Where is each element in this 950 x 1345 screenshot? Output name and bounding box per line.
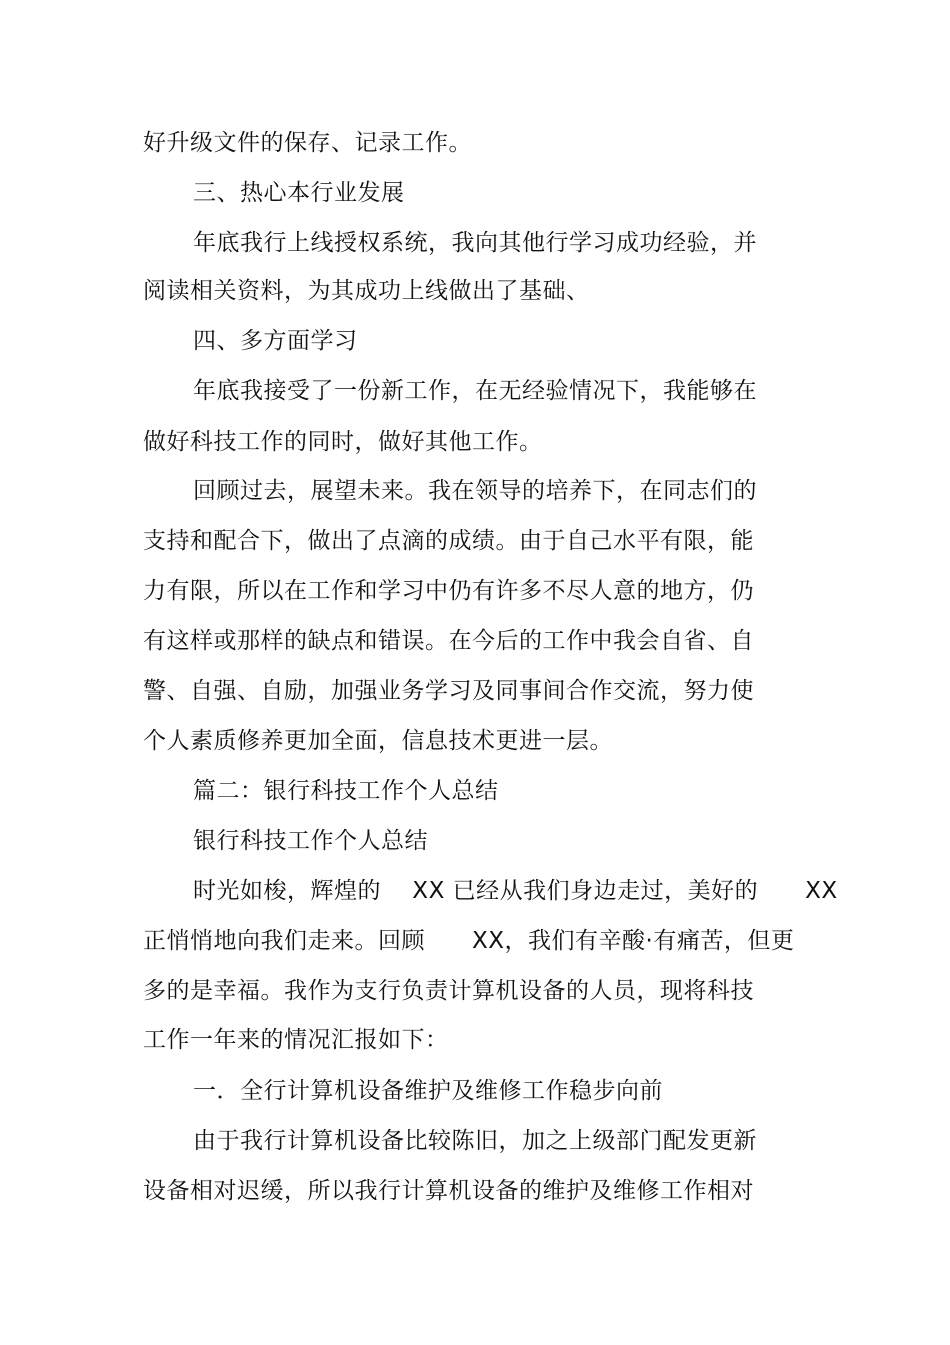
- text-line: 支持和配合下，做出了点滴的成绩。由于自己水平有限，能: [143, 528, 754, 554]
- article-subtitle: 银行科技工作个人总结: [193, 828, 428, 854]
- text-line: 阅读相关资料，为其成功上线做出了基础、: [143, 278, 590, 304]
- text-line: 正悄悄地向我们走来。回顾 XX，我们有辛酸·有痛苦，但更: [143, 928, 795, 954]
- text-line: 力有限，所以在工作和学习中仍有许多不尽人意的地方，仍: [143, 578, 754, 604]
- article-title: 篇二：银行科技工作个人总结: [193, 778, 499, 804]
- text-line: 回顾过去，展望未来。我在领导的培养下，在同志们的: [193, 478, 757, 504]
- text-line: 由于我行计算机设备比较陈旧，加之上级部门配发更新: [193, 1128, 757, 1154]
- text-line: 警、自强、自励，加强业务学习及同事间合作交流，努力使: [143, 678, 754, 704]
- text-line: 年底我接受了一份新工作，在无经验情况下，我能够在: [193, 378, 757, 404]
- text-line: 好升级文件的保存、记录工作。: [143, 130, 472, 156]
- text-line: 有这样或那样的缺点和错误。在今后的工作中我会自省、自: [143, 628, 754, 654]
- text-line: 做好科技工作的同时，做好其他工作。: [143, 429, 543, 455]
- text-line: 时光如梭，辉煌的 XX 已经从我们身边走过，美好的 XX: [193, 878, 838, 904]
- section-heading: 四、多方面学习: [193, 328, 358, 354]
- text-line: 工作一年来的情况汇报如下：: [143, 1027, 449, 1053]
- text-line: 设备相对迟缓，所以我行计算机设备的维护及维修工作相对: [143, 1178, 754, 1204]
- text-line: 个人素质修养更加全面，信息技术更进一层。: [143, 728, 613, 754]
- text-line: 多的是幸福。我作为支行负责计算机设备的人员，现将科技: [143, 978, 754, 1004]
- text-line: 年底我行上线授权系统，我向其他行学习成功经验，并: [193, 230, 757, 256]
- section-heading: 三、热心本行业发展: [193, 180, 405, 206]
- section-heading: 一．全行计算机设备维护及维修工作稳步向前: [193, 1078, 663, 1104]
